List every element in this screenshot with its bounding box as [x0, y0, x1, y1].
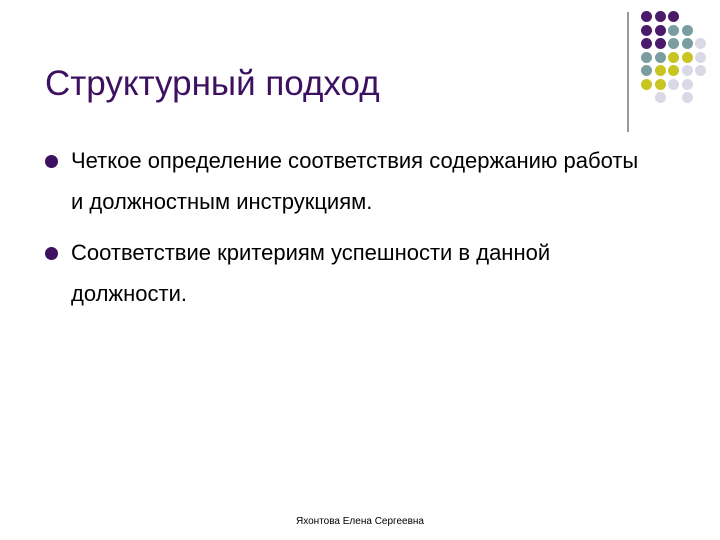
bullet-item	[44, 232, 644, 314]
decorative-dot	[668, 52, 679, 63]
decorative-dot	[655, 92, 666, 103]
decorative-dot	[695, 52, 706, 63]
decorative-dot	[682, 65, 693, 76]
slide-title: Структурный подход	[45, 64, 380, 103]
decorative-dot	[682, 79, 693, 90]
decorative-dot	[641, 25, 652, 36]
decorative-dot	[655, 65, 666, 76]
decorative-dot	[695, 65, 706, 76]
vertical-divider	[627, 12, 629, 132]
decorative-dot	[641, 11, 652, 22]
decorative-dot	[641, 38, 652, 49]
decorative-dot	[682, 25, 693, 36]
decorative-dot	[655, 79, 666, 90]
decorative-dot	[682, 38, 693, 49]
decorative-dot	[655, 38, 666, 49]
decorative-dot	[641, 65, 652, 76]
decorative-dot	[695, 38, 706, 49]
bullet-text: Четкое определение соответствия содержанию работы и должностным инструкциям.	[71, 148, 639, 214]
bullet-text: Соответствие критериям успешности в данной должности.	[71, 240, 551, 306]
decorative-dot	[641, 52, 652, 63]
decorative-dot	[655, 25, 666, 36]
decorative-dot	[655, 52, 666, 63]
bullet-item	[44, 140, 644, 222]
decorative-dot	[655, 11, 666, 22]
bullet-dot-icon	[45, 155, 58, 168]
decorative-dot	[682, 52, 693, 63]
decorative-dot	[641, 79, 652, 90]
decorative-dot	[668, 25, 679, 36]
decorative-dot	[668, 79, 679, 90]
decorative-dot	[682, 92, 693, 103]
decorative-dot	[668, 65, 679, 76]
bullet-list	[44, 140, 644, 324]
decorative-dot	[668, 38, 679, 49]
decorative-dot	[668, 11, 679, 22]
bullet-dot-icon	[45, 247, 58, 260]
footer-author: Яхонтова Елена Сергеевна	[296, 516, 424, 527]
